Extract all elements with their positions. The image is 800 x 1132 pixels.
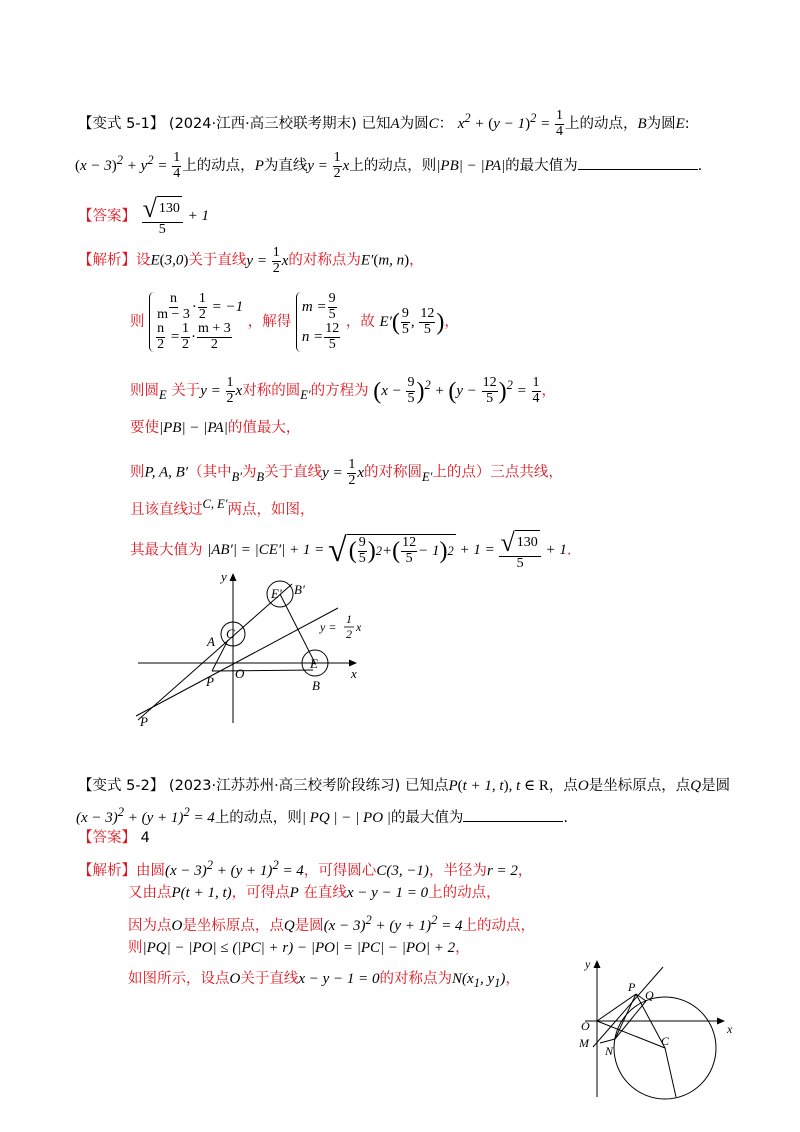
fig1-label-bprime: B′ — [294, 582, 305, 597]
s1-analysis-label: 【解析】 — [78, 252, 136, 269]
fig2-label-p: P — [628, 980, 636, 994]
s1-analysis-line-2: 则 $\frac{n}{m - 3}$ · $\frac{1}{2}$ = −1 $\frac{n}{2}$ = $\frac{1}{2}$ · $\frac{m + 3}{2}$ ，解得 m = $\frac{9}{5}$ n = $\frac{12}{5}$ ，故 E′( $\frac{9}{5}$ , $\frac{12}{5}$ )， — [130, 290, 459, 352]
fig1-y-arrow — [230, 573, 237, 581]
answer-blank-1 — [578, 155, 698, 170]
fig1-label-eprime: E′ — [271, 586, 282, 601]
s2-analysis-line-3: 因为点O是坐标原点，点Q是圆$(x - 3)^2 + (y + 1)^2 = 4$上的动点， — [128, 913, 535, 934]
s1-question-line-1: 【变式 5-1】 (2024·江西·高三校联考期末) 已知A为圆C： $x^2 + (y - 1)^2$ = $\frac{1}{4}$ 上的动点，B为圆E: — [78, 108, 690, 140]
fig1-label-e: E — [310, 656, 318, 671]
fig1-label-p: P — [206, 674, 214, 689]
fig1-segment-eprime-e — [280, 594, 315, 663]
s2-analysis-label: 【解析】 — [78, 863, 136, 879]
s1-system-2: m = $\frac{9}{5}$ n = $\frac{12}{5}$ — [296, 292, 341, 352]
fig1-label-a: A — [207, 634, 215, 649]
s1-answer-value: √ 130 5 + 1 — [142, 194, 210, 237]
s1-analysis-line-4: 要使|PB| − |PA|的值最大， — [130, 420, 301, 436]
s2-inequality: |PQ| − |PO| ≤ (|PC| + r) − |PO| = |PC| − |PO| + 2 — [142, 940, 456, 956]
fig2-label-x: x — [727, 1022, 733, 1036]
s1-analysis-line-6: 且该直线过$^{C, E'}$两点，如图， — [130, 497, 315, 518]
s2-tag: 【变式 5-2】 — [78, 778, 165, 794]
s1-answer — [78, 196, 209, 238]
s1-question-line-2: $(x - 3)^2 + y^2$ = $\frac{1}{4}$ 上的动点，P为直线y = $\frac{1}{2}$ x上的动点，则|PB| − |PA|的最大值为 . — [75, 150, 703, 182]
fig2-label-m: M — [579, 1036, 589, 1050]
fig1-label-o: O — [235, 666, 245, 681]
s2-question-line-2: $(x - 3)^2 + (y + 1)^2 = 4$上的动点，则| PQ | − | PO |的最大值为 . — [76, 805, 569, 826]
figure-1 — [128, 568, 368, 728]
fig1-label-b: B — [312, 678, 320, 693]
s1-analysis-line-3: 则圆$_E$ 关于y = $\frac{1}{2}$ x对称的圆$_{E'}$的方程为 (x − $\frac{9}{5}$ )$^2$ + (y − $\frac{12}{5}$ )$^2$ = $\frac{1}{4}$ ， — [130, 375, 556, 407]
s1-analysis-line-1: 【解析】设E(3,0)关于直线y = $\frac{1}{2}$ x的对称点为E′(m, n)， — [78, 245, 424, 276]
fig1-label-c: C — [226, 626, 235, 641]
fig2-label-n: N — [605, 1044, 614, 1058]
fig2-line-x-y-1 — [593, 967, 663, 1047]
s2-analysis-line-5: 如图所示，设点O关于直线x − y − 1 = 0的对称点为$N(x_1$, $y_1$)， — [128, 971, 520, 990]
fig2-y-arrow — [594, 960, 601, 968]
fig2-segment-m-n — [600, 1039, 615, 1043]
fig1-segment-p-b — [212, 670, 313, 671]
fig2-segment-c-rim — [665, 1048, 676, 1097]
answer-blank-2 — [463, 807, 563, 822]
fig2-label-q: Q — [645, 988, 654, 1002]
fig1-label-p2: P — [140, 714, 148, 728]
s2-source: (2023·江苏苏州·高三校考阶段练习) — [168, 778, 401, 794]
s1-tag: 【变式 5-1】 — [78, 116, 165, 132]
svg-text:y =: y = — [320, 620, 337, 634]
svg-text:x: x — [356, 620, 362, 634]
fig1-line-y-half-x — [136, 608, 338, 716]
s2-answer-value: 4 — [140, 830, 150, 846]
s1-max-value-formula: |AB′| = |CE′| + 1 = √ ( $\frac{9}{5}$ ) 2 + ( $\frac{12}{5}$ − 1 ) 2 + 1 = √ 130 5 + 1 — [207, 528, 567, 571]
symmetric-circle-equation: (x − $\frac{9}{5}$ )$^2$ + (y − $\frac{12}{5}$ )$^2$ = $\frac{1}{4}$ — [373, 375, 540, 407]
s1-system-1: $\frac{n}{m - 3}$ · $\frac{1}{2}$ = −1 $\frac{n}{2}$ = $\frac{1}{2}$ · $\frac{m + 3}{2}$ — [149, 292, 243, 352]
figure-2 — [565, 955, 745, 1100]
circle-e-equation: $(x - 3)^2 + y^2$ = $\frac{1}{4}$ — [75, 150, 181, 182]
fig1-line-p-bprime — [138, 584, 292, 720]
s1-source: (2024·江西·高三校联考期末) — [168, 116, 357, 132]
s2-answer-label: 【答案】 — [78, 830, 136, 846]
s1-analysis-line-5: 则P, A, B′（其中$_{B'}$为$_B$关于直线y = $\frac{1}{2}$ x的对称圆$_{E'}$上的点）三点共线， — [130, 457, 563, 488]
circle-c-equation: $x^2 + (y - 1)^2$ = $\frac{1}{4}$ — [457, 108, 563, 140]
s2-analysis-line-1: 【解析】由圆$(x - 3)^2 + (y + 1)^2 = 4$，可得圆心C(3, −1)，半径为r = 2， — [78, 858, 533, 879]
s1-answer-label: 【答案】 — [78, 208, 136, 225]
s2-circle-equation: $(x - 3)^2 + (y + 1)^2 = 4$ — [76, 805, 215, 826]
fig1-label-y: y — [221, 569, 227, 584]
fig2-x-arrow — [717, 1018, 725, 1025]
fig2-label-c: C — [661, 1034, 670, 1048]
fig1-line-label — [319, 612, 362, 641]
fig2-label-o: O — [581, 1019, 590, 1033]
svg-text:2: 2 — [346, 627, 352, 641]
fig2-label-y: y — [585, 957, 591, 971]
s2-question-line-1: 【变式 5-2】 (2023·江苏苏州·高三校考阶段练习) 已知点P(t + 1, t), t ∈ R，点O是坐标原点，点Q是圆 — [78, 778, 731, 794]
svg-text:1: 1 — [346, 612, 352, 626]
fig1-label-x: x — [351, 666, 357, 681]
s2-analysis-line-2: 又由点P(t + 1, t)，可得点P 在直线x − y − 1 = 0上的动点， — [128, 885, 501, 901]
s2-analysis-line-4: 则|PQ| − |PO| ≤ (|PC| + r) − |PO| = |PC| − |PO| + 2， — [128, 940, 470, 956]
s2-answer — [78, 828, 150, 848]
s1-analysis-line-7: 其最大值为 |AB′| = |CE′| + 1 = √ ( $\frac{9}{5}$ ) 2 + ( $\frac{12}{5}$ − 1 ) 2 + 1 = √ 130 5 + 1. — [130, 528, 572, 571]
